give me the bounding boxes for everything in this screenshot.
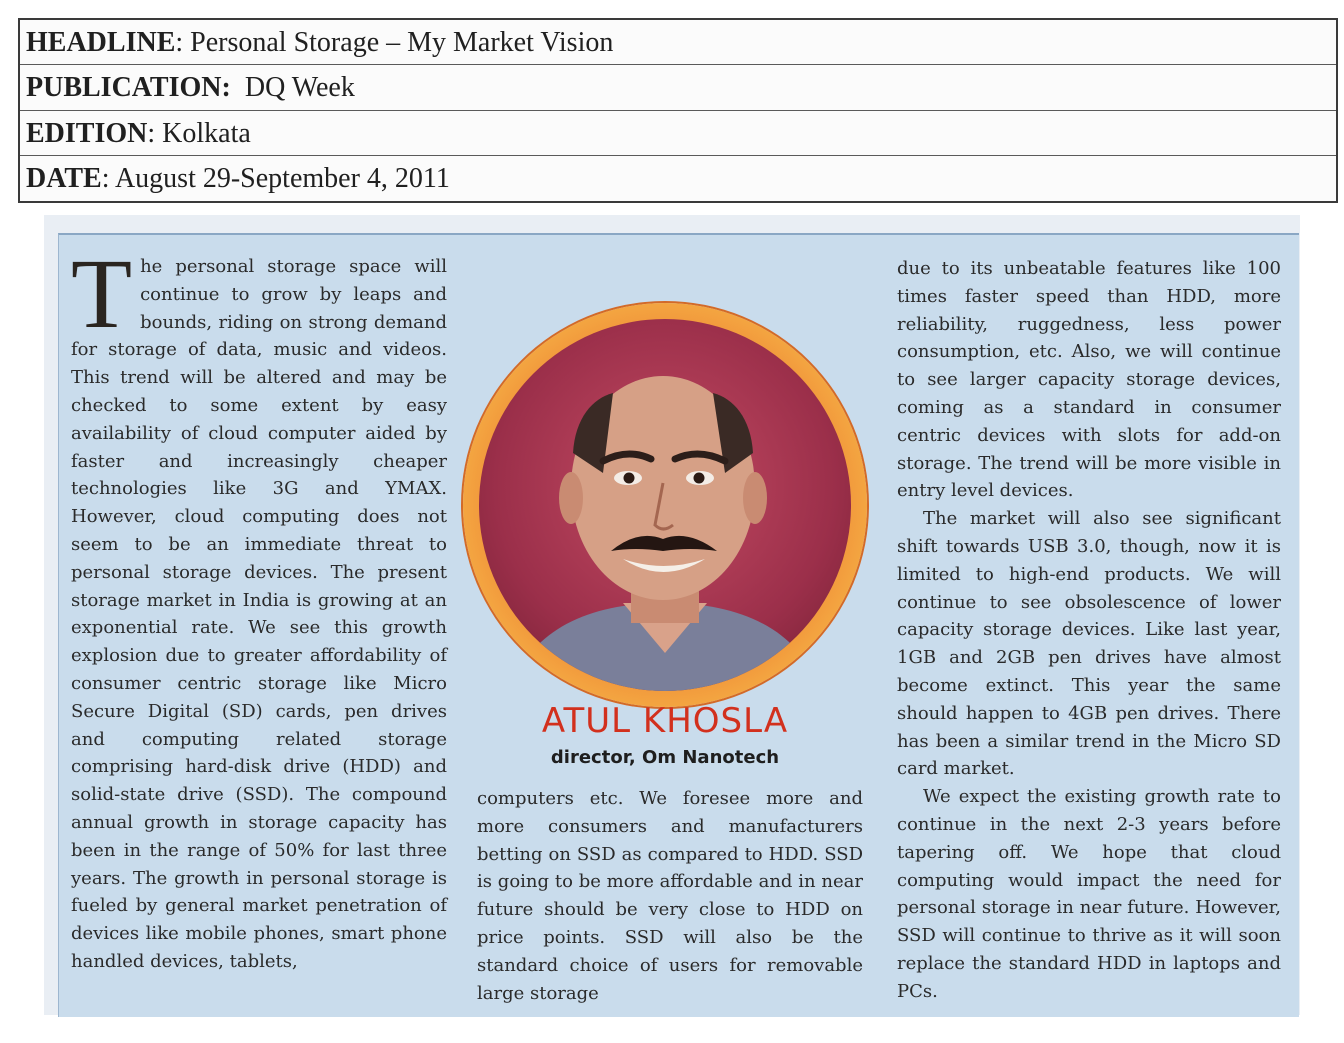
edition-key: EDITION	[26, 117, 148, 149]
edition-row	[20, 111, 1336, 156]
column-2-text: computers etc. We foresee more and more consumers and manufacturers betting on SSD as compared to HDD. SSD is going to be more affordable and in near future should be very close to HDD on price points. SSD will also be the standard choice of users for removable large storage	[477, 788, 863, 1004]
newspaper-clipping	[44, 215, 1300, 1015]
headline-sep: :	[175, 27, 191, 58]
date-value: August 29-September 4, 2011	[114, 162, 450, 194]
edition-value: Kolkata	[162, 117, 251, 149]
date-sep: :	[101, 162, 115, 194]
publication-value: DQ Week	[244, 72, 355, 104]
column-1-text: he personal storage space will continue to grow by leaps and bounds, riding on strong demand for storage of data, music and videos. This trend will be altered and may be checked to some extent by easy availability of cloud computer aided by faster and increasingly cheaper technologies like 3G and YMAX. However, cloud computing does not seem to be an immediate threat to personal storage devices. The present storage market in India is growing at an exponential rate. We see this growth explosion due to greater affordability of consumer centric storage like Micro Secure Digital (SD) cards, pen drives and computing related storage comprising hard-disk drive (HDD) and solid-state drive (SSD). The compound annual growth in storage capacity has been in the range of 50% for last three years. The growth in personal storage is fueled by general market penetration of devices like mobile phones, smart phone handled devices, tablets,	[71, 256, 447, 972]
portrait-photo	[463, 303, 867, 707]
column-3-paragraph-2: The market will also see significant shift towards USB 3.0, though, now it is limited to high-end products. We will continue to see obsolescence of lower capacity storage devices. Like last year, 1GB and 2GB pen drives have almost become extinct. This year the same should happen to 4GB pen drives. There has been a similar trend in the Micro SD card market.	[897, 508, 1281, 780]
headline-row	[20, 20, 1336, 65]
article-panel	[58, 233, 1299, 1017]
publication-key: PUBLICATION:	[26, 72, 231, 104]
drop-cap: T	[71, 238, 133, 349]
article-column-3	[897, 255, 1281, 1006]
clipping-meta-table	[18, 18, 1338, 203]
profile-role: director, Om Nanotech	[550, 747, 780, 768]
article-column-1	[71, 238, 447, 976]
publication-sep	[231, 72, 245, 103]
publication-row	[20, 65, 1336, 110]
date-key: DATE	[26, 162, 102, 194]
column-3-paragraph-1: due to its unbeatable features like 100 times faster speed than HDD, more reliability, ruggedness, less power consumption, etc. Also, we will continue to see larger capacity storage devices, coming as a standard in consumer centric devices with slots for add-on storage. The trend will be more visible in entry level devices.	[897, 258, 1281, 502]
article-column-2	[477, 785, 863, 1007]
column-3-paragraph-3: We expect the existing growth rate to continue in the next 2-3 years before tapering off. We hope that cloud computing would impact the need for personal storage in near future. However, SSD will continue to thrive as it will soon replace the standard HDD in laptops and PCs.	[897, 786, 1281, 1002]
date-row	[20, 156, 1336, 201]
portrait-illustration	[463, 303, 867, 707]
headline-value: Personal Storage – My Market Vision	[190, 27, 614, 58]
edition-sep: :	[147, 117, 163, 149]
portrait-frame	[463, 303, 867, 707]
article-paragraph-1	[71, 238, 447, 976]
profile-name: ATUL KHOSLA	[541, 701, 789, 741]
headline-key: HEADLINE	[26, 27, 176, 58]
